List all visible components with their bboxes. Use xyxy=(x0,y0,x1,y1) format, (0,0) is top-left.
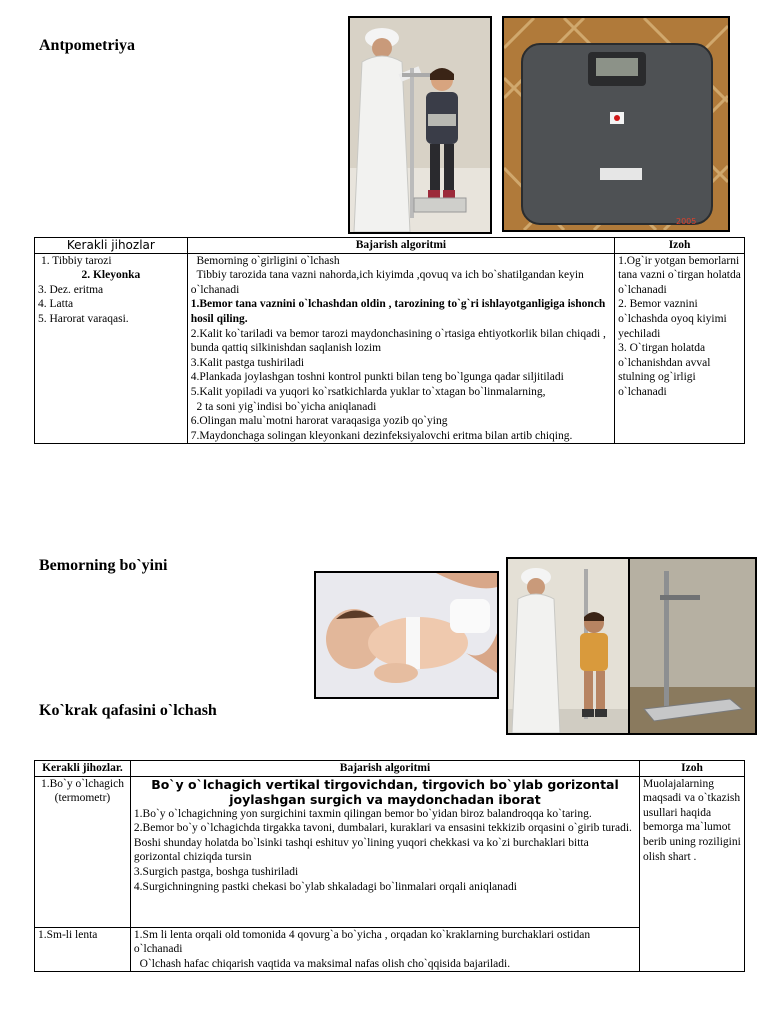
table-header-row xyxy=(35,238,745,254)
height-chest-table xyxy=(34,760,745,972)
algorithm-cell xyxy=(187,253,614,444)
header-algorithm: Bajarish algoritmi xyxy=(187,238,614,254)
note-item: 3. O`tirgan holatda o`lchanishdan avval stulning og`irligi o`lchanadi xyxy=(618,342,711,398)
photo-digital-scale xyxy=(502,16,730,232)
equipment-item: 4. Latta xyxy=(38,298,74,311)
header-note: Izoh xyxy=(615,238,745,254)
photo-baby-chest-measurement xyxy=(314,571,499,699)
photo-height-measurement xyxy=(506,557,630,735)
section2-title-height: Bemorning bo`yini xyxy=(39,557,168,574)
photo-date-stamp: 2005 xyxy=(676,217,697,226)
note-cell xyxy=(615,253,745,444)
equipment-cell xyxy=(35,253,188,444)
algorithm-line: 2.Kalit ko`tariladi va bemor tarozi maydonchasining o`rtasiga ehtiyotkorlik bilan chiqadi , bunda qattiq silkinishdan saqlanish lozim xyxy=(190,327,606,355)
algorithm-line: 5.Kalit yopiladi va yuqori ko`rsatkichlarda yuklar to`xtagan bo`linmalarning, xyxy=(190,385,546,398)
header-equipment: Kerakli jihozlar. xyxy=(35,761,131,777)
equipment-item: 5. Harorat varaqasi. xyxy=(38,312,129,325)
equipment-item: 3. Dez. eritma xyxy=(38,283,104,296)
header-algorithm: Bajarish algoritmi xyxy=(130,761,639,777)
equipment-cell: 1.Sm-li lenta xyxy=(35,927,131,972)
note-item: 2. Bemor vaznini o`lchashda oyoq kiyimi yechiladi xyxy=(618,298,727,340)
table-row xyxy=(35,253,745,444)
algorithm-line: 2 ta soni yig`indisi bo`yicha aniqlanadi xyxy=(190,400,377,413)
algorithm-line: Bemorning o`girligini o`lchash xyxy=(190,254,340,267)
note-cell: Muolajalarning maqsadi va o`tkazish usullari haqida bemorga ma`lumot berib uning roziligini olish shart . xyxy=(640,776,745,972)
algorithm-line: 2.Bemor bo`y o`lchagichda tirgakka tavoni, dumbalari, kuraklari va ensasini tekkizib orqasini o`girib turadi. Boshi shunday holatda bo`lsinki tashqi eshituv yo`lining yuqori chekkasi va ko`zi burchaklari bitta gorizontal chiziqda tursin xyxy=(133,822,632,864)
header-equipment: Kerakli jihozlar xyxy=(35,238,188,254)
algorithm-line: 1.Bo`y o`lchagichning yon surgichini taxmin qilingan bemor bo`yidan biroz balandroqqa ko`taring. xyxy=(133,807,592,820)
algorithm-line: 4.Plankada joylashgan toshni kontrol punkti bilan teng bo`lgunga qadar siljitiladi xyxy=(190,371,564,384)
section1-title: Antpometriya xyxy=(39,37,135,54)
antropometry-table xyxy=(34,237,745,444)
algorithm-line: 3.Kalit pastga tushiriladi xyxy=(190,356,305,369)
table-header-row xyxy=(35,761,745,777)
algorithm-cell xyxy=(130,776,639,927)
algorithm-line: 6.Olingan malu`motni harorat varaqasiga yozib qo`ying xyxy=(190,415,448,428)
algorithm-line: 1.Bemor tana vaznini o`lchashdan oldin , tarozining to`g`ri ishlayotganligiga ishonch hosil qiling. xyxy=(190,298,606,325)
algorithm-line: 7.Maydonchaga solingan kleyonkani dezinfeksiyalovchi eritma bilan artib chiqing. xyxy=(190,429,573,442)
section2-title-chest: Ko`krak qafasini o`lchash xyxy=(39,702,217,719)
table-row xyxy=(35,927,745,972)
algorithm-line: 1.Sm li lenta orqali old tomonida 4 qovurg`a bo`yicha , orqadan ko`kraklarning burchaklari ostidan o`lchanadi xyxy=(133,928,591,956)
table-row xyxy=(35,776,745,927)
algorithm-cell xyxy=(130,927,639,972)
note-item: 1.Og`ir yotgan bemorlarni tana vazni o`tirgan holatda o`lchanadi xyxy=(618,254,741,296)
algorithm-line: 3.Surgich pastga, boshga tushiriladi xyxy=(133,865,299,878)
photo-stadiometer xyxy=(628,557,757,735)
photo-child-weighing xyxy=(348,16,492,234)
equipment-item: 2. Kleyonka xyxy=(81,269,141,282)
equipment-cell: 1.Bo`y o`lchagich (termometr) xyxy=(35,776,131,927)
algorithm-line: 4.Surgichningning pastki chekasi bo`ylab shkaladagi bo`linmalari orqali aniqlanadi xyxy=(133,880,517,893)
algorithm-line: Tibbiy tarozida tana vazni nahorda,ich kiyimda ,qovuq va ich bo`shatilgandan keyin o`lchanadi xyxy=(190,269,587,296)
equipment-item: 1. Tibbiy tarozi xyxy=(41,254,112,267)
algorithm-line: O`lchash hafac chiqarish vaqtida va maksimal nafas olish cho`qqisida bajariladi. xyxy=(133,957,511,970)
algorithm-heading: Bo`y o`lchagich vertikal tirgovichdan, tirgovich bo`ylab gorizontal joylashgan surgich va maydonchadan iborat xyxy=(151,776,619,807)
header-note: Izoh xyxy=(640,761,745,777)
